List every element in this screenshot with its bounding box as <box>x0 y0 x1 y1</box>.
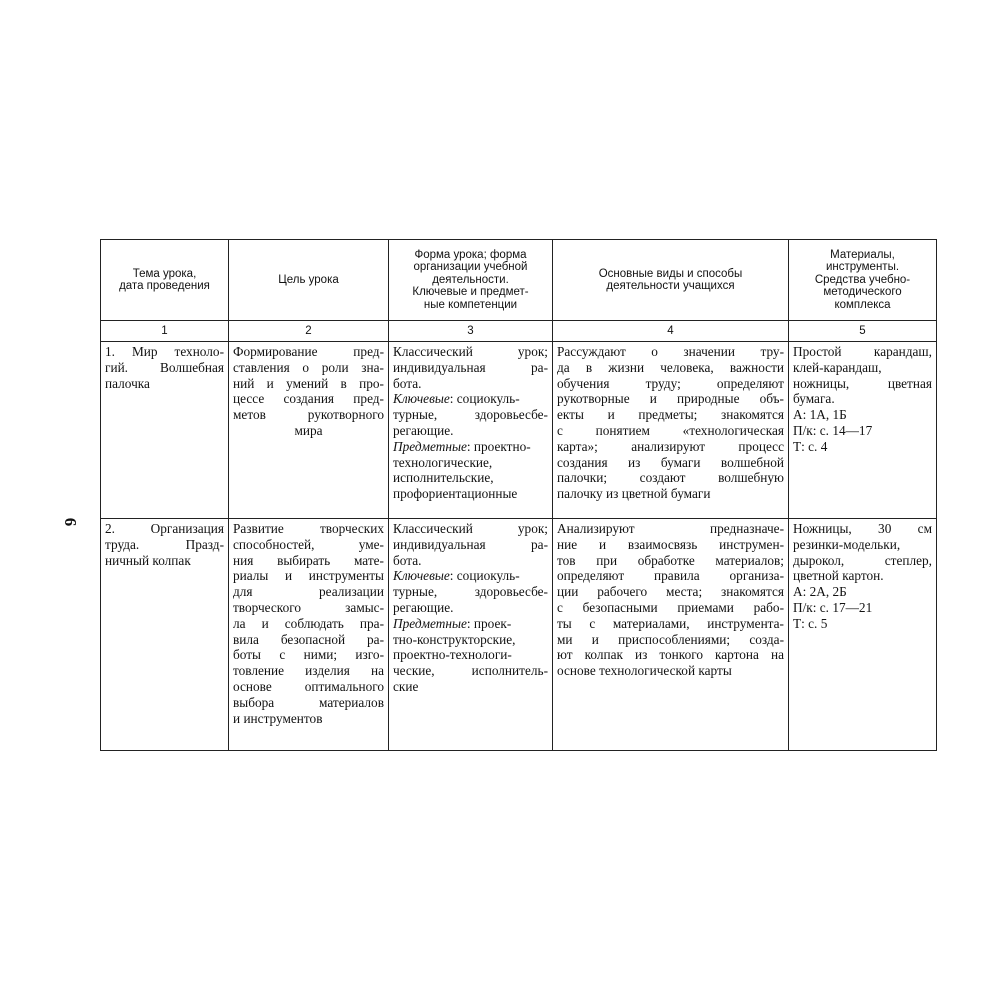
column-number: 2 <box>229 321 389 342</box>
header-topic: Тема урока, дата проведения <box>101 240 229 321</box>
header-materials: Материалы, инструменты. Средства учебно- методического комплекса <box>789 240 937 321</box>
subject-competencies-label: Предметные <box>393 438 467 454</box>
page-number: 6 <box>61 517 80 527</box>
lesson-form-cell: Классический урок; индивидуальная ра- бота. Ключевые: социокуль- турные, здоровьесбе- регающие. Предметные: проектно- технологические, исполнительские, профориентационные <box>389 342 553 519</box>
column-number-row <box>101 321 937 342</box>
lesson-form-cell: Классический урок; индивидуальная ра- бота. Ключевые: социокуль- турные, здоровьесбе- регающие. Предметные: проек- тно-конструкторские, проектно-технологи- ческие, исполнитель- ские <box>389 519 553 751</box>
lesson-plan-table <box>100 239 937 751</box>
table-row <box>101 519 937 751</box>
column-number: 3 <box>389 321 553 342</box>
lesson-goal-cell: Формирование пред- ставления о роли зна- ний и умений в про- цессе создания пред- метов рукотворного мира <box>229 342 389 519</box>
key-competencies-label: Ключевые <box>393 568 450 584</box>
lesson-topic-cell: 2. Организация труда. Празд- ничный колпак <box>101 519 229 751</box>
table-row <box>101 342 937 519</box>
activities-cell: Рассуждают о значении тру- да в жизни человека, важности обучения труду; определяют рукотворные и природные объ- екты и предметы; знакомятся с понятием «технологическая карта»; анализируют процесс создания из бумаги волшебной палочки; создают волшебную палочку из цветной бумаги <box>553 342 789 519</box>
activities-cell: Анализируют предназначе- ние и взаимосвязь инструмен- тов при обработке материалов; определяют правила организа- ции рабочего места; знакомятся с безопасными приемами рабо- ты с материалами, инструмента- ми и приспособлениями; созда- ют колпак из тонкого картона на основе технологической карты <box>553 519 789 751</box>
column-number: 4 <box>553 321 789 342</box>
lesson-topic-cell: 1. Мир техноло- гий. Волшебная палочка <box>101 342 229 519</box>
materials-cell: Простой карандаш, клей-карандаш, ножницы, цветная бумага. А: 1А, 1Б П/к: с. 14—17 Т: с. 4 <box>789 342 937 519</box>
subject-competencies-label: Предметные <box>393 615 467 631</box>
key-competencies-label: Ключевые <box>393 391 450 407</box>
materials-cell: Ножницы, 30 см резинки-модельки, дырокол, степлер, цветной картон. А: 2А, 2Б П/к: с. 17—21 Т: с. 5 <box>789 519 937 751</box>
header-row <box>101 240 937 321</box>
column-number: 1 <box>101 321 229 342</box>
header-form: Форма урока; форма организации учебной деятельности. Ключевые и предмет- ные компетенции <box>389 240 553 321</box>
header-activities: Основные виды и способы деятельности учащихся <box>553 240 789 321</box>
header-goal: Цель урока <box>229 240 389 321</box>
lesson-goal-cell: Развитие творческих способностей, уме- ния выбирать мате- риалы и инструменты для реализации творческого замыс- ла и соблюдать пра- вила безопасной ра- боты с ними; изго- товление изделия на основе оптимального выбора материалов и инструментов <box>229 519 389 751</box>
column-number: 5 <box>789 321 937 342</box>
